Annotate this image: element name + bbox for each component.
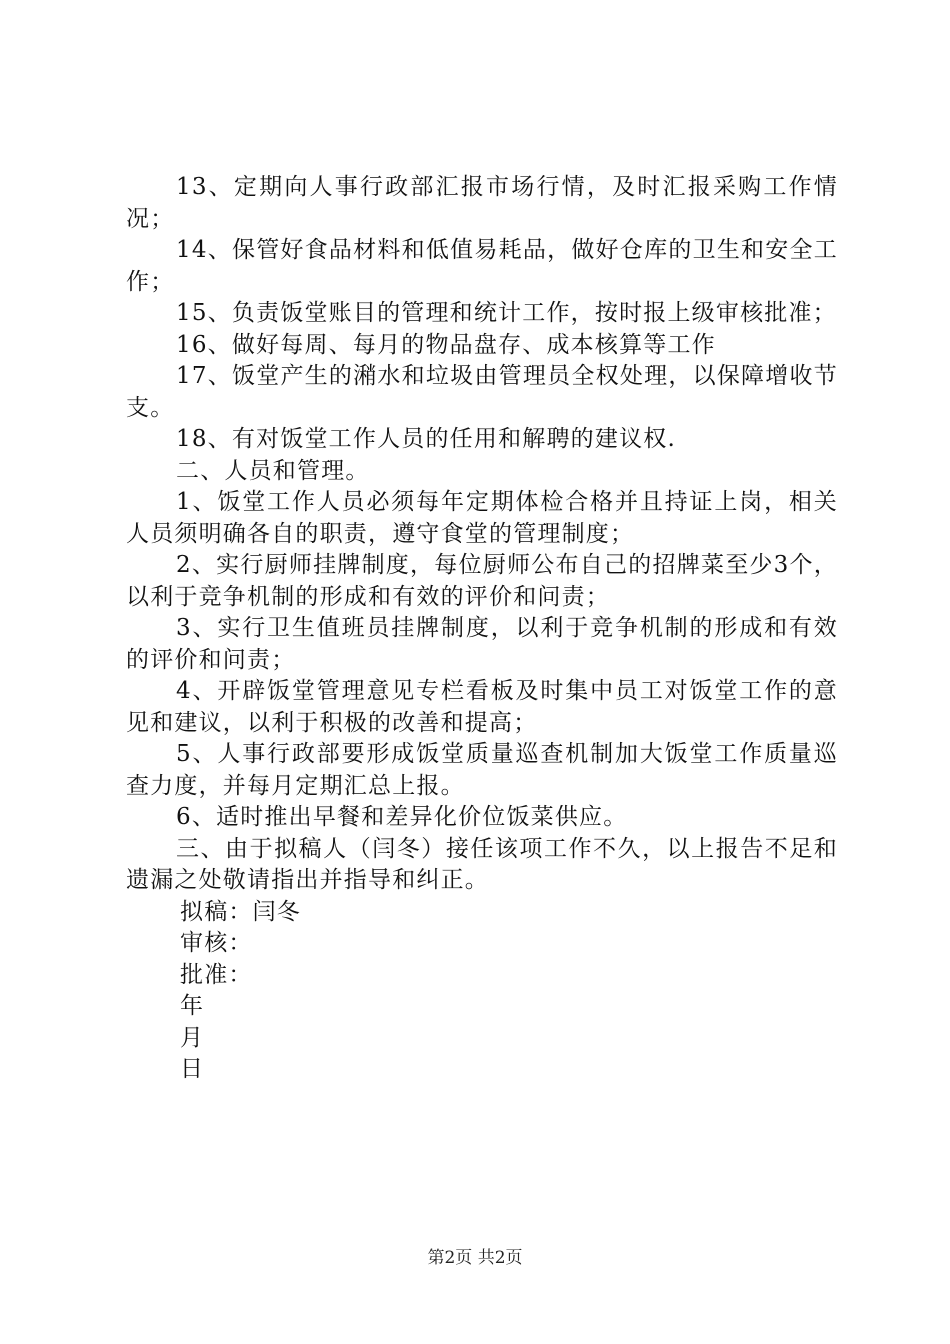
signature-drafter: 拟稿：闫冬 bbox=[180, 898, 301, 925]
paragraph-personnel-2: 2、实行厨师挂牌制度，每位厨师公布自己的招牌菜至少3个，以利于竞争机制的形成和有效的评价和问责； bbox=[126, 552, 838, 610]
signature-approver: 批准： bbox=[180, 961, 253, 988]
paragraph-personnel-6: 6、适时推出早餐和差异化价位饭菜供应。 bbox=[176, 804, 628, 830]
paragraph-14: 14、保管好食品材料和低值易耗品，做好仓库的卫生和安全工作； bbox=[126, 237, 838, 295]
signature-month: 月 bbox=[180, 1024, 205, 1051]
signature-day: 日 bbox=[180, 1056, 205, 1082]
paragraph-personnel-5: 5、人事行政部要形成饭堂质量巡查机制加大饭堂工作质量巡查力度，并每月定期汇总上报。 bbox=[126, 741, 838, 799]
signature-reviewer: 审核： bbox=[180, 930, 253, 956]
paragraph-personnel-3: 3、实行卫生值班员挂牌制度，以利于竞争机制的形成和有效的评价和问责； bbox=[126, 615, 838, 673]
section-heading-personnel: 二、人员和管理。 bbox=[176, 457, 370, 484]
paragraph-personnel-4: 4、开辟饭堂管理意见专栏看板及时集中员工对饭堂工作的意见和建议，以利于积极的改善和提高； bbox=[126, 678, 838, 736]
paragraph-17: 17、饭堂产生的潲水和垃圾由管理员全权处理，以保障增收节支。 bbox=[126, 363, 838, 421]
paragraph-13: 13、定期向人事行政部汇报市场行情，及时汇报采购工作情况； bbox=[126, 174, 838, 232]
page-footer: 第2页 共2页 bbox=[427, 1248, 523, 1268]
section-heading-closing: 三、由于拟稿人（闫冬）接任该项工作不久，以上报告不足和遗漏之处敬请指出并指导和纠正。 bbox=[126, 835, 838, 893]
document-body bbox=[126, 172, 838, 1086]
paragraph-personnel-1: 1、饭堂工作人员必须每年定期体检合格并且持证上岗，相关人员须明确各自的职责，遵守食堂的管理制度； bbox=[126, 489, 838, 547]
paragraph-18: 18、有对饭堂工作人员的任用和解聘的建议权. bbox=[176, 426, 676, 452]
signature-year: 年 bbox=[180, 993, 205, 1019]
paragraph-16: 16、做好每周、每月的物品盘存、成本核算等工作 bbox=[176, 331, 716, 358]
paragraph-15: 15、负责饭堂账目的管理和统计工作，按时报上级审核批准； bbox=[176, 300, 837, 326]
